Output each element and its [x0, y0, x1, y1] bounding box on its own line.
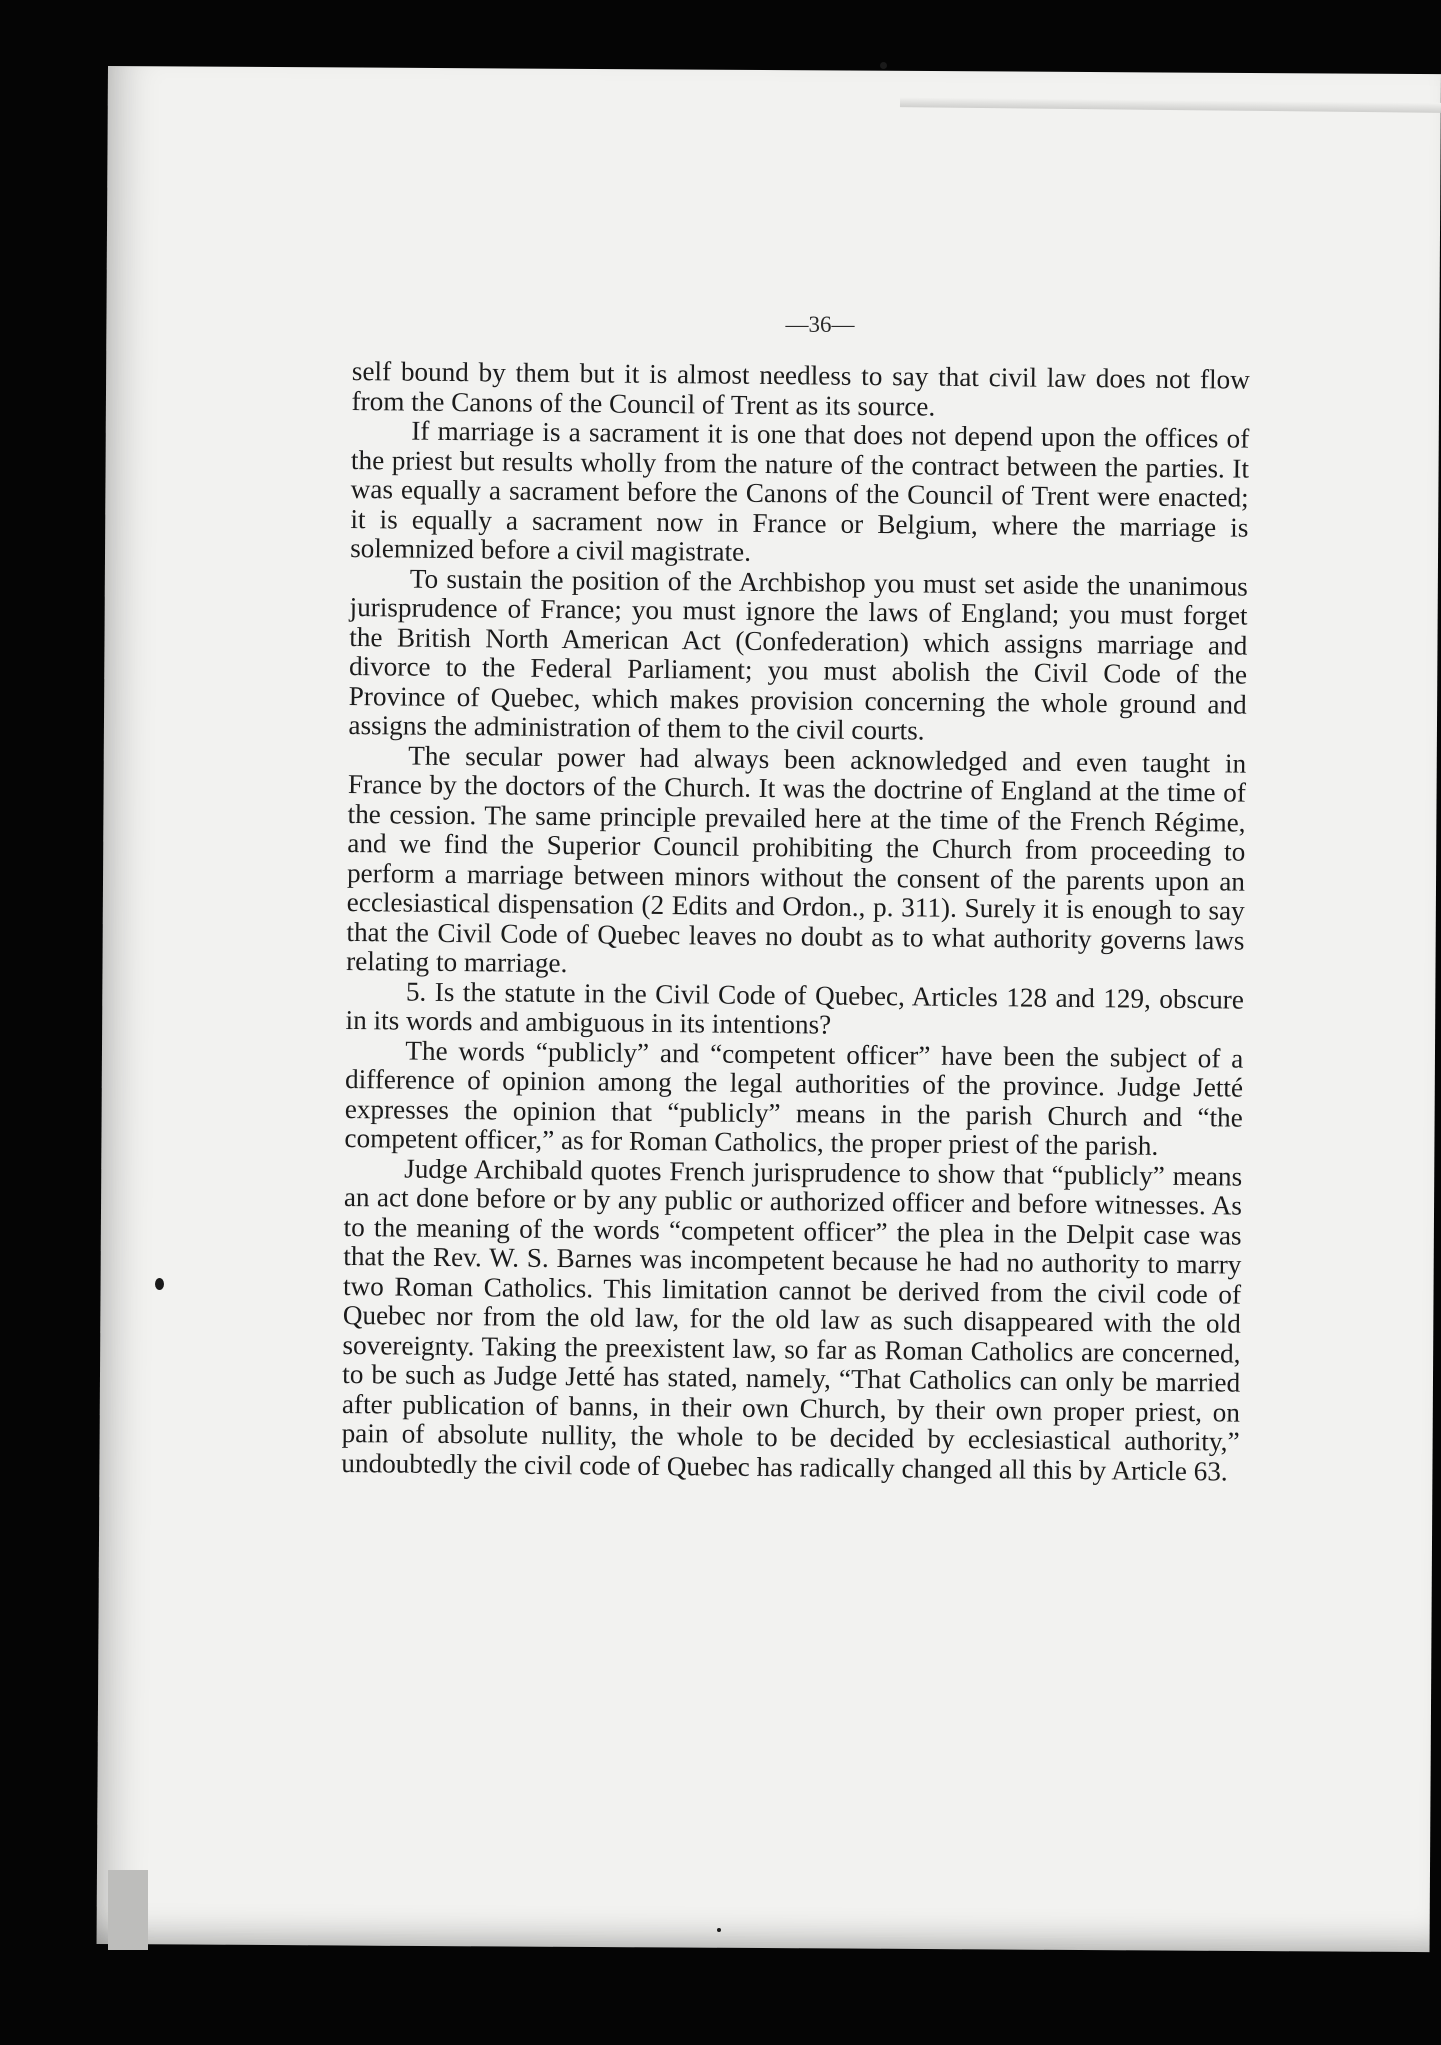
- film-speck: [880, 62, 887, 69]
- paragraph: self bound by them but it is almost needless to say that civil law does not flow from the Canons of the Council of Trent as its source.: [351, 356, 1250, 422]
- film-speck: [155, 1278, 164, 1290]
- film-speck: [717, 1928, 721, 1932]
- paragraph: To sustain the position of the Archbishop you must set aside the unanimous jurisprudence of France; you must ignore the laws of England; you must forget the British North American Act (Confederation) which assigns marriage and divorce to the Federal Parliament; you must abolish the Civil Code of the Province of Quebec, which makes provision concerning the whole ground and assigns the administration of them to the civil courts.: [348, 563, 1248, 746]
- paragraph: 5. Is the statute in the Civil Code of Quebec, Articles 128 and 129, obscure in its words and ambiguous in its intentions?: [345, 976, 1245, 1040]
- film-strip-edge: [108, 1870, 148, 1950]
- page-number: —36—: [785, 312, 855, 337]
- paragraph: Judge Archibald quotes French jurisprudence to show that “publicly” means an act done before or by any public or authorized officer and before witnesses. As to the meaning of the words “competent officer” the plea in the Delpit case was that the Rev. W. S. Barnes was incompetent because he had no authority to marry two Roman Catholics. This limitation cannot be derived from the civil code of Quebec nor from the old law, for the old law as such disappeared with the old sovereignty. Taking the preexistent law, so far as Roman Catholics are concerned, to be such as Judge Jetté has stated, namely, “That Catholics can only be married after publication of banns, in their own Church, by their own proper priest, on pain of absolute nullity, the whole to be decided by ecclesiastical authority,” undoubtedly the civil code of Quebec has radically changed all this by Article 63.: [341, 1153, 1243, 1486]
- body-text: [341, 357, 1250, 1487]
- paragraph: The secular power had always been acknowledged and even taught in France by the doctors of the Church. It was the doctrine of England at the time of the cession. The same principle prevailed here at the time of the French Régime, and we find the Superior Council prohibiting the Church from proceeding to perform a marriage between minors without the consent of the parents upon an ecclesiastical dispensation (2 Edits and Ordon., p. 311). Surely it is enough to say that the Civil Code of Quebec leaves no doubt as to what authority governs laws relating to marriage.: [346, 740, 1247, 979]
- paragraph: If marriage is a sacrament it is one that does not depend upon the offices of the priest but results wholly from the nature of the contract between the parties. It was equally a sacrament before the Canons of the Council of Trent were enacted; it is equally a sacrament now in France or Belgium, where the marriage is solemnized before a civil magistrate.: [350, 415, 1250, 567]
- paragraph: The words “publicly” and “competent officer” have been the subject of a difference of opinion among the legal authorities of the province. Judge Jetté expresses the opinion that “publicly” means in the parish Church and “the competent officer,” as for Roman Catholics, the proper priest of the parish.: [344, 1035, 1244, 1161]
